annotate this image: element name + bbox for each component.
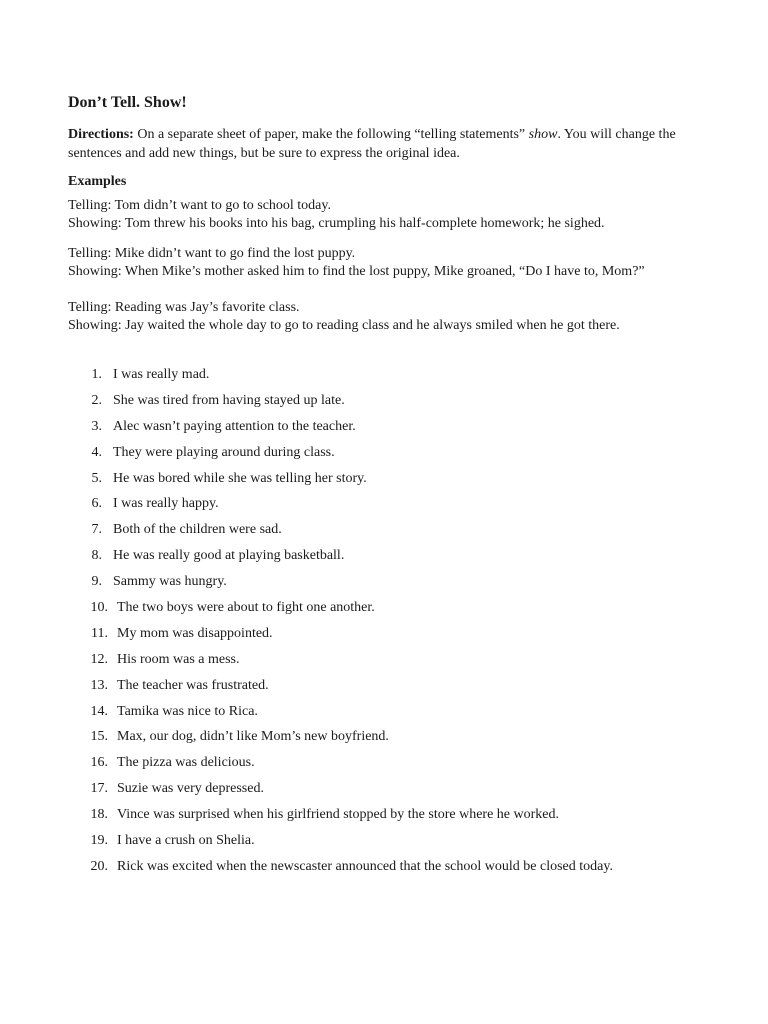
item-text: Tamika was nice to Rica. [117,703,258,719]
item-number: 10. [90,600,108,616]
item-number: 5. [91,470,102,486]
item-text: The teacher was frustrated. [117,677,269,693]
item-number: 19. [90,833,108,849]
item-number: 11. [91,625,108,641]
item-number: 12. [90,651,108,667]
item-text: I was really happy. [113,496,219,512]
example-1 [68,197,605,233]
item-text: The pizza was delicious. [117,755,255,771]
example-showing: Showing: Jay waited the whole day to go to reading class and he always smiled when he got there. [68,318,620,333]
item-number: 18. [90,807,108,823]
directions-text-after: . You will change the sentences and add new things, but be sure to express the original idea. [68,127,676,161]
directions-label: Directions: [68,127,134,142]
examples-heading: Examples [68,174,127,189]
example-showing: Showing: When Mike’s mother asked him to find the lost puppy, Mike groaned, “Do I have to, Mom?” [68,264,645,279]
item-text: Sammy was hungry. [113,574,227,590]
directions-text-before: On a separate sheet of paper, make the following “telling statements” [133,127,529,142]
directions-emphasis: show [528,127,558,142]
item-text: Suzie was very depressed. [117,781,264,797]
item-text: Both of the children were sad. [113,522,282,538]
directions-paragraph [68,125,708,163]
item-text: I was really mad. [113,367,210,382]
item-text: Rick was excited when the newscaster announced that the school would be closed today. [117,858,613,874]
item-number: 20. [90,858,108,874]
example-2 [68,245,645,281]
item-number: 3. [91,418,102,434]
item-text: My mom was disappointed. [117,625,273,641]
item-text: Vince was surprised when his girlfriend stopped by the store where he worked. [117,807,559,823]
item-text: The two boys were about to fight one another. [117,600,375,616]
item-text: He was bored while she was telling her story. [113,470,367,486]
item-text: She was tired from having stayed up late. [113,392,345,408]
item-text: They were playing around during class. [113,444,335,460]
item-number: 8. [91,548,102,564]
item-number: 1. [91,367,102,382]
page-title: Don’t Tell. Show! [68,94,187,111]
example-telling: Telling: Tom didn’t want to go to school today. [68,198,331,213]
item-number: 14. [90,703,108,719]
example-showing: Showing: Tom threw his books into his bag, crumpling his half-complete homework; he sighed. [68,216,605,231]
example-3 [68,299,620,335]
item-text: Alec wasn’t paying attention to the teacher. [113,418,356,434]
item-number: 9. [91,574,102,590]
item-text: I have a crush on Shelia. [117,833,255,849]
item-number: 2. [91,392,102,408]
item-number: 17. [90,781,108,797]
item-text: He was really good at playing basketball. [113,548,345,564]
item-text: Max, our dog, didn’t like Mom’s new boyfriend. [117,729,389,745]
item-number: 16. [90,755,108,771]
example-telling: Telling: Reading was Jay’s favorite class. [68,300,300,315]
item-number: 13. [90,677,108,693]
item-text: His room was a mess. [117,651,240,667]
item-number: 7. [91,522,102,538]
item-number: 15. [90,729,108,745]
example-telling: Telling: Mike didn’t want to go find the lost puppy. [68,246,356,261]
item-number: 6. [91,496,102,512]
item-number: 4. [91,444,102,460]
